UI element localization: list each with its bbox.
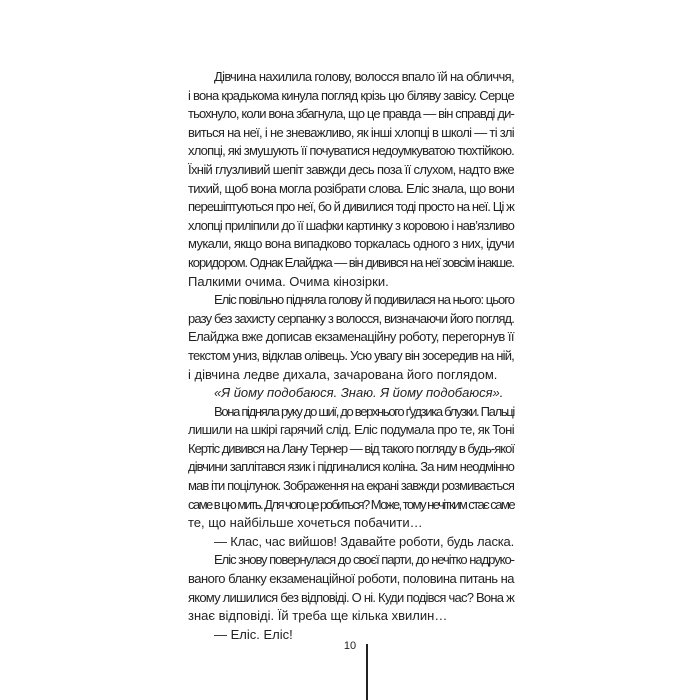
- text-line: і вона крадькома кинула погляд крізь цю біляву завісу. Серце: [188, 87, 514, 103]
- text-line: знає відповіді. Їй треба ще кілька хвилин…: [188, 608, 448, 624]
- text-line: тьохнуло, коли вона збагнула, що це правда — він справді ди-: [188, 106, 514, 122]
- text-line: Вона підняла руку до шиї, до верхнього ґудзика блузки. Пальці: [214, 403, 514, 419]
- text-line: тихий, щоб вона могла розібрати слова. Еліс знала, що вони: [188, 180, 514, 196]
- text-line: хлопці приліпили до її шафки картинку з коровою і нав’язливо: [188, 217, 514, 233]
- page-number-rule: [366, 644, 368, 700]
- text-line: Еліс знову повернулася до своєї парти, до нечітко надруко-: [214, 552, 514, 568]
- text-line: дівчини заплітався язик і підгиналися коліна. За ним неодмінно: [188, 459, 514, 475]
- text-line: Їхній глузливий шепіт завжди десь поза її слухом, надто вже: [188, 161, 514, 177]
- text-line: якому лишилися без відповіді. О ні. Куди подівся час? Вона ж: [188, 589, 514, 605]
- text-line: Дівчина нахилила голову, волосся впало їй на обличчя,: [214, 69, 514, 84]
- text-line: текстом униз, відклав олівець. Усю увагу він зосередив на ній,: [188, 347, 514, 363]
- text-line: перешіптуються про неї, бо й дивилися тоді просто на неї. Ці ж: [188, 199, 514, 215]
- text-line: лишили на шкірі гарячий слід. Еліс подумала про те, як Тоні: [188, 422, 514, 438]
- text-line: «Я йому подобаюся. Знаю. Я йому подобаюся».: [214, 385, 504, 401]
- text-line: Кертіс дивився на Лану Тернер — від такого погляду в будь-якої: [188, 440, 514, 456]
- text-line: — Клас, час вийшов! Здавайте роботи, будь ласка.: [214, 533, 514, 549]
- text-line: разу без захисту серпанку з волосся, визначаючи його погляд.: [188, 310, 514, 326]
- text-line: виться на неї, і не зневажливо, як інші хлопці в школі — ті злі: [188, 124, 514, 140]
- text-line: Елайджа вже дописав екзаменаційну роботу, перегорнув її: [188, 329, 514, 345]
- text-line: хлопці, які змушують її почуватися недоумкуватою тюхтійкою.: [188, 143, 514, 159]
- text-line: коридором. Однак Елайджа — він дивився на неї зовсім інакше.: [188, 254, 514, 270]
- text-line: мукали, якщо вона випадково торкалась одного з них, ідучи: [188, 236, 514, 252]
- text-line: те, що найбільше хочеться побачити…: [188, 515, 423, 531]
- book-page-text: [188, 68, 514, 644]
- page-number: 10: [343, 640, 357, 652]
- text-line: Еліс повільно підняла голову й подивилася на нього: цього: [214, 292, 514, 308]
- text-line: ваного бланку екзаменаційної роботи, половина питань на: [188, 571, 514, 587]
- text-line: мав іти поцілунок. Зображення на екрані завжди розмивається: [188, 478, 514, 494]
- text-line: — Еліс. Еліс!: [214, 626, 293, 642]
- text-line: і дівчина ледве дихала, зачарована його поглядом.: [188, 366, 498, 382]
- text-line: саме в цю мить. Для чого це робиться? Може, тому нечітким стає саме: [188, 496, 514, 512]
- text-line: Палкими очима. Очима кінозірки.: [188, 273, 389, 289]
